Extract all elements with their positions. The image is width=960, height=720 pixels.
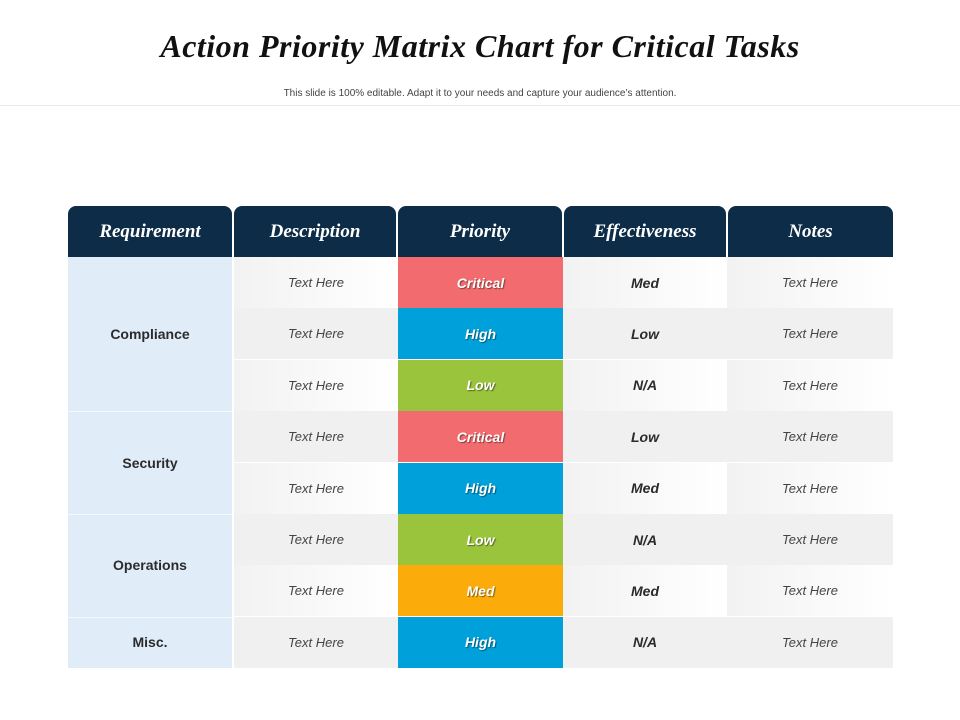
notes-text: Text Here — [782, 480, 838, 496]
description-cell — [234, 360, 398, 411]
requirement-separator — [68, 514, 232, 515]
slide-title: Action Priority Matrix Chart for Critical Tasks — [160, 28, 800, 64]
notes-text: Text Here — [782, 532, 838, 547]
title-divider — [0, 105, 960, 106]
description-text: Text Here — [288, 275, 344, 290]
description-text: Text Here — [288, 429, 344, 445]
effectiveness-value: N/A — [632, 634, 658, 651]
notes-text: Text Here — [782, 326, 838, 342]
effectiveness-cell — [563, 617, 727, 668]
header-requirement: Requirement — [68, 206, 232, 257]
description-text: Text Here — [288, 532, 344, 547]
notes-cell — [727, 308, 893, 359]
effectiveness-cell — [563, 463, 727, 514]
effectiveness-value: Med — [631, 274, 659, 291]
effectiveness-cell — [563, 411, 727, 462]
notes-text: Text Here — [782, 377, 838, 393]
effectiveness-value: Low — [631, 428, 659, 445]
slide-subtitle: This slide is 100% editable. Adapt it to your needs and capture your audience’s attention. — [283, 88, 677, 99]
priority-badge — [398, 360, 563, 411]
priority-label: High — [464, 325, 497, 342]
notes-text: Text Here — [782, 634, 838, 650]
requirement-cell: Security — [68, 411, 232, 514]
priority-label: Low — [466, 531, 495, 548]
requirement-cell: Misc. — [68, 617, 232, 668]
description-cell — [234, 463, 398, 514]
priority-label: Critical — [456, 428, 505, 445]
requirement-cell: Compliance — [68, 257, 232, 411]
description-cell — [234, 411, 398, 462]
header-notes: Notes — [728, 206, 893, 257]
notes-text: Text Here — [782, 275, 838, 290]
priority-label: High — [464, 634, 497, 651]
notes-cell — [727, 257, 893, 308]
header-priority: Priority — [398, 206, 562, 257]
notes-text: Text Here — [782, 429, 838, 445]
description-cell — [234, 565, 398, 616]
effectiveness-value: Low — [631, 325, 659, 342]
requirement-cell: Operations — [68, 514, 232, 617]
effectiveness-value: N/A — [632, 531, 658, 548]
requirement-separator — [68, 411, 232, 412]
effectiveness-cell — [563, 565, 727, 616]
effectiveness-cell — [563, 308, 727, 359]
priority-badge — [398, 565, 563, 616]
description-cell — [234, 257, 398, 308]
effectiveness-value: N/A — [632, 377, 658, 394]
priority-label: High — [464, 480, 497, 497]
priority-matrix-table — [68, 206, 893, 668]
header-description: Description — [234, 206, 396, 257]
priority-label: Critical — [456, 274, 505, 291]
priority-badge — [398, 617, 563, 668]
notes-cell — [727, 360, 893, 411]
priority-badge — [398, 257, 563, 308]
priority-badge — [398, 463, 563, 514]
effectiveness-cell — [563, 257, 727, 308]
description-text: Text Here — [288, 634, 344, 650]
header-effectiveness: Effectiveness — [564, 206, 726, 257]
priority-label: Med — [466, 582, 495, 599]
notes-cell — [727, 463, 893, 514]
priority-badge — [398, 514, 563, 565]
notes-cell — [727, 565, 893, 616]
effectiveness-cell — [563, 514, 727, 565]
description-text: Text Here — [288, 377, 344, 393]
description-cell — [234, 514, 398, 565]
description-cell — [234, 308, 398, 359]
priority-label: Low — [466, 377, 495, 394]
notes-cell — [727, 514, 893, 565]
notes-cell — [727, 411, 893, 462]
effectiveness-value: Med — [631, 480, 659, 497]
notes-cell — [727, 617, 893, 668]
requirement-separator — [68, 617, 232, 618]
notes-text: Text Here — [782, 583, 838, 599]
effectiveness-cell — [563, 360, 727, 411]
priority-badge — [398, 308, 563, 359]
priority-badge — [398, 411, 563, 462]
description-text: Text Here — [288, 480, 344, 496]
description-text: Text Here — [288, 326, 344, 342]
description-cell — [234, 617, 398, 668]
description-text: Text Here — [288, 583, 344, 599]
effectiveness-value: Med — [631, 582, 659, 599]
